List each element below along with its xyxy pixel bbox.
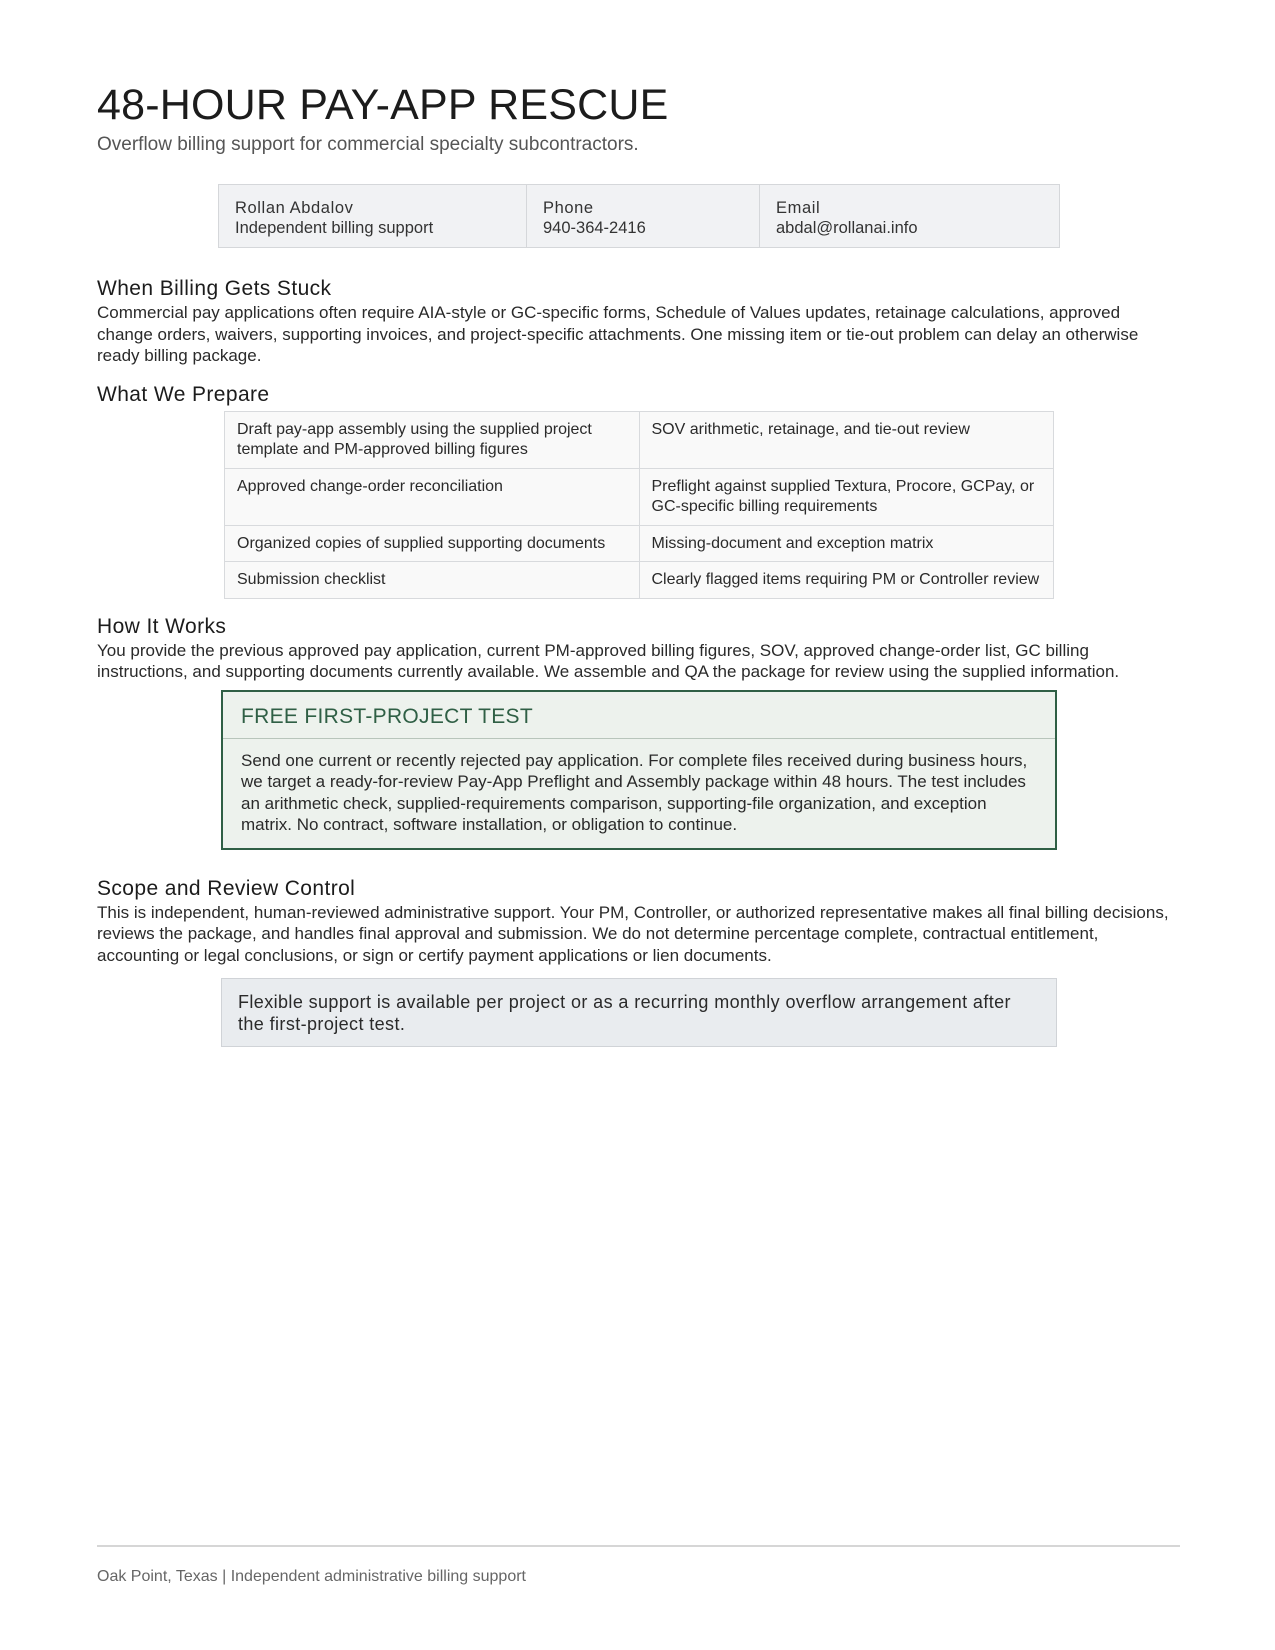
phone-number[interactable]: 940-364-2416: [543, 219, 646, 237]
table-cell: Clearly flagged items requiring PM or Controller review: [639, 562, 1054, 599]
phone-label: Phone: [543, 199, 594, 217]
table-cell: Submission checklist: [225, 562, 640, 599]
table-cell: SOV arithmetic, retainage, and tie-out review: [639, 411, 1054, 468]
table-row: [225, 411, 1054, 468]
email-label: Email: [776, 199, 821, 217]
table-cell: Missing-document and exception matrix: [639, 525, 1054, 562]
services-table: [224, 411, 1054, 599]
flyer-page: [97, 80, 1180, 1047]
section-body: You provide the previous approved pay application, current PM-approved billing figures, SOV, approved change-order list, GC billing instructions, and supporting documents currently available. We assemble and QA the package for review using the supplied information.: [97, 640, 1120, 681]
contact-name-cell: [219, 185, 527, 247]
section-body: This is independent, human-reviewed administrative support. Your PM, Controller, or authorized representative makes all final billing decisions, reviews the package, and handles final approval and submission. We do not determine percentage complete, contractual entitlement, accounting or legal conclusions, or sign or certify payment applications or lien documents.: [97, 902, 1169, 965]
section-scope-and-review: [97, 876, 1180, 967]
contact-name: Rollan Abdalov: [235, 199, 354, 217]
table-row: [225, 562, 1054, 599]
section-heading: Scope and Review Control: [97, 876, 356, 900]
section-heading: What We Prepare: [97, 382, 270, 406]
section-what-we-prepare: [97, 382, 1180, 599]
section-heading: When Billing Gets Stuck: [97, 277, 332, 300]
email-address[interactable]: abdal@rollanai.info: [776, 219, 918, 237]
table-cell: Organized copies of supplied supporting documents: [225, 525, 640, 562]
table-cell: Draft pay-app assembly using the supplied project template and PM-approved billing figures: [225, 411, 640, 468]
contact-bar: [218, 184, 1060, 248]
section-heading: How It Works: [97, 614, 227, 638]
free-test-callout: [221, 690, 1057, 850]
table-cell: Approved change-order reconciliation: [225, 468, 640, 525]
free-test-body: Send one current or recently rejected pay application. For complete files received during business hours, we target a ready-for-review Pay-App Preflight and Assembly package within 48 hours. The test includes an arithmetic check, supplied-requirements comparison, supporting-file organization, and exception matrix. No contract, software installation, or obligation to continue.: [241, 750, 1028, 834]
section-when-billing-gets-stuck: [97, 276, 1180, 367]
page-subtitle: Overflow billing support for commercial specialty subcontractors.: [97, 134, 639, 155]
footer-divider: [97, 1545, 1180, 1547]
contact-email-cell: [760, 185, 1059, 247]
page-title: 48-HOUR PAY-APP RESCUE: [97, 81, 669, 129]
free-test-title: FREE FIRST-PROJECT TEST: [223, 692, 1055, 739]
table-row: [225, 525, 1054, 562]
flexible-support-note: Flexible support is available per project or as a recurring monthly overflow arrangement after the first-project test.: [221, 978, 1057, 1047]
contact-phone-cell: [527, 185, 760, 247]
section-how-it-works: [97, 614, 1180, 683]
table-cell: Preflight against supplied Textura, Procore, GCPay, or GC-specific billing requirements: [639, 468, 1054, 525]
section-body: Commercial pay applications often require AIA-style or GC-specific forms, Schedule of Values updates, retainage calculations, approved change orders, waivers, supporting invoices, and project-specific attachments. One missing item or tie-out problem can delay an otherwise ready billing package.: [97, 303, 1139, 365]
contact-role: Independent billing support: [235, 219, 434, 237]
footer-text: Oak Point, Texas | Independent administrative billing support: [97, 1568, 526, 1585]
table-row: [225, 468, 1054, 525]
